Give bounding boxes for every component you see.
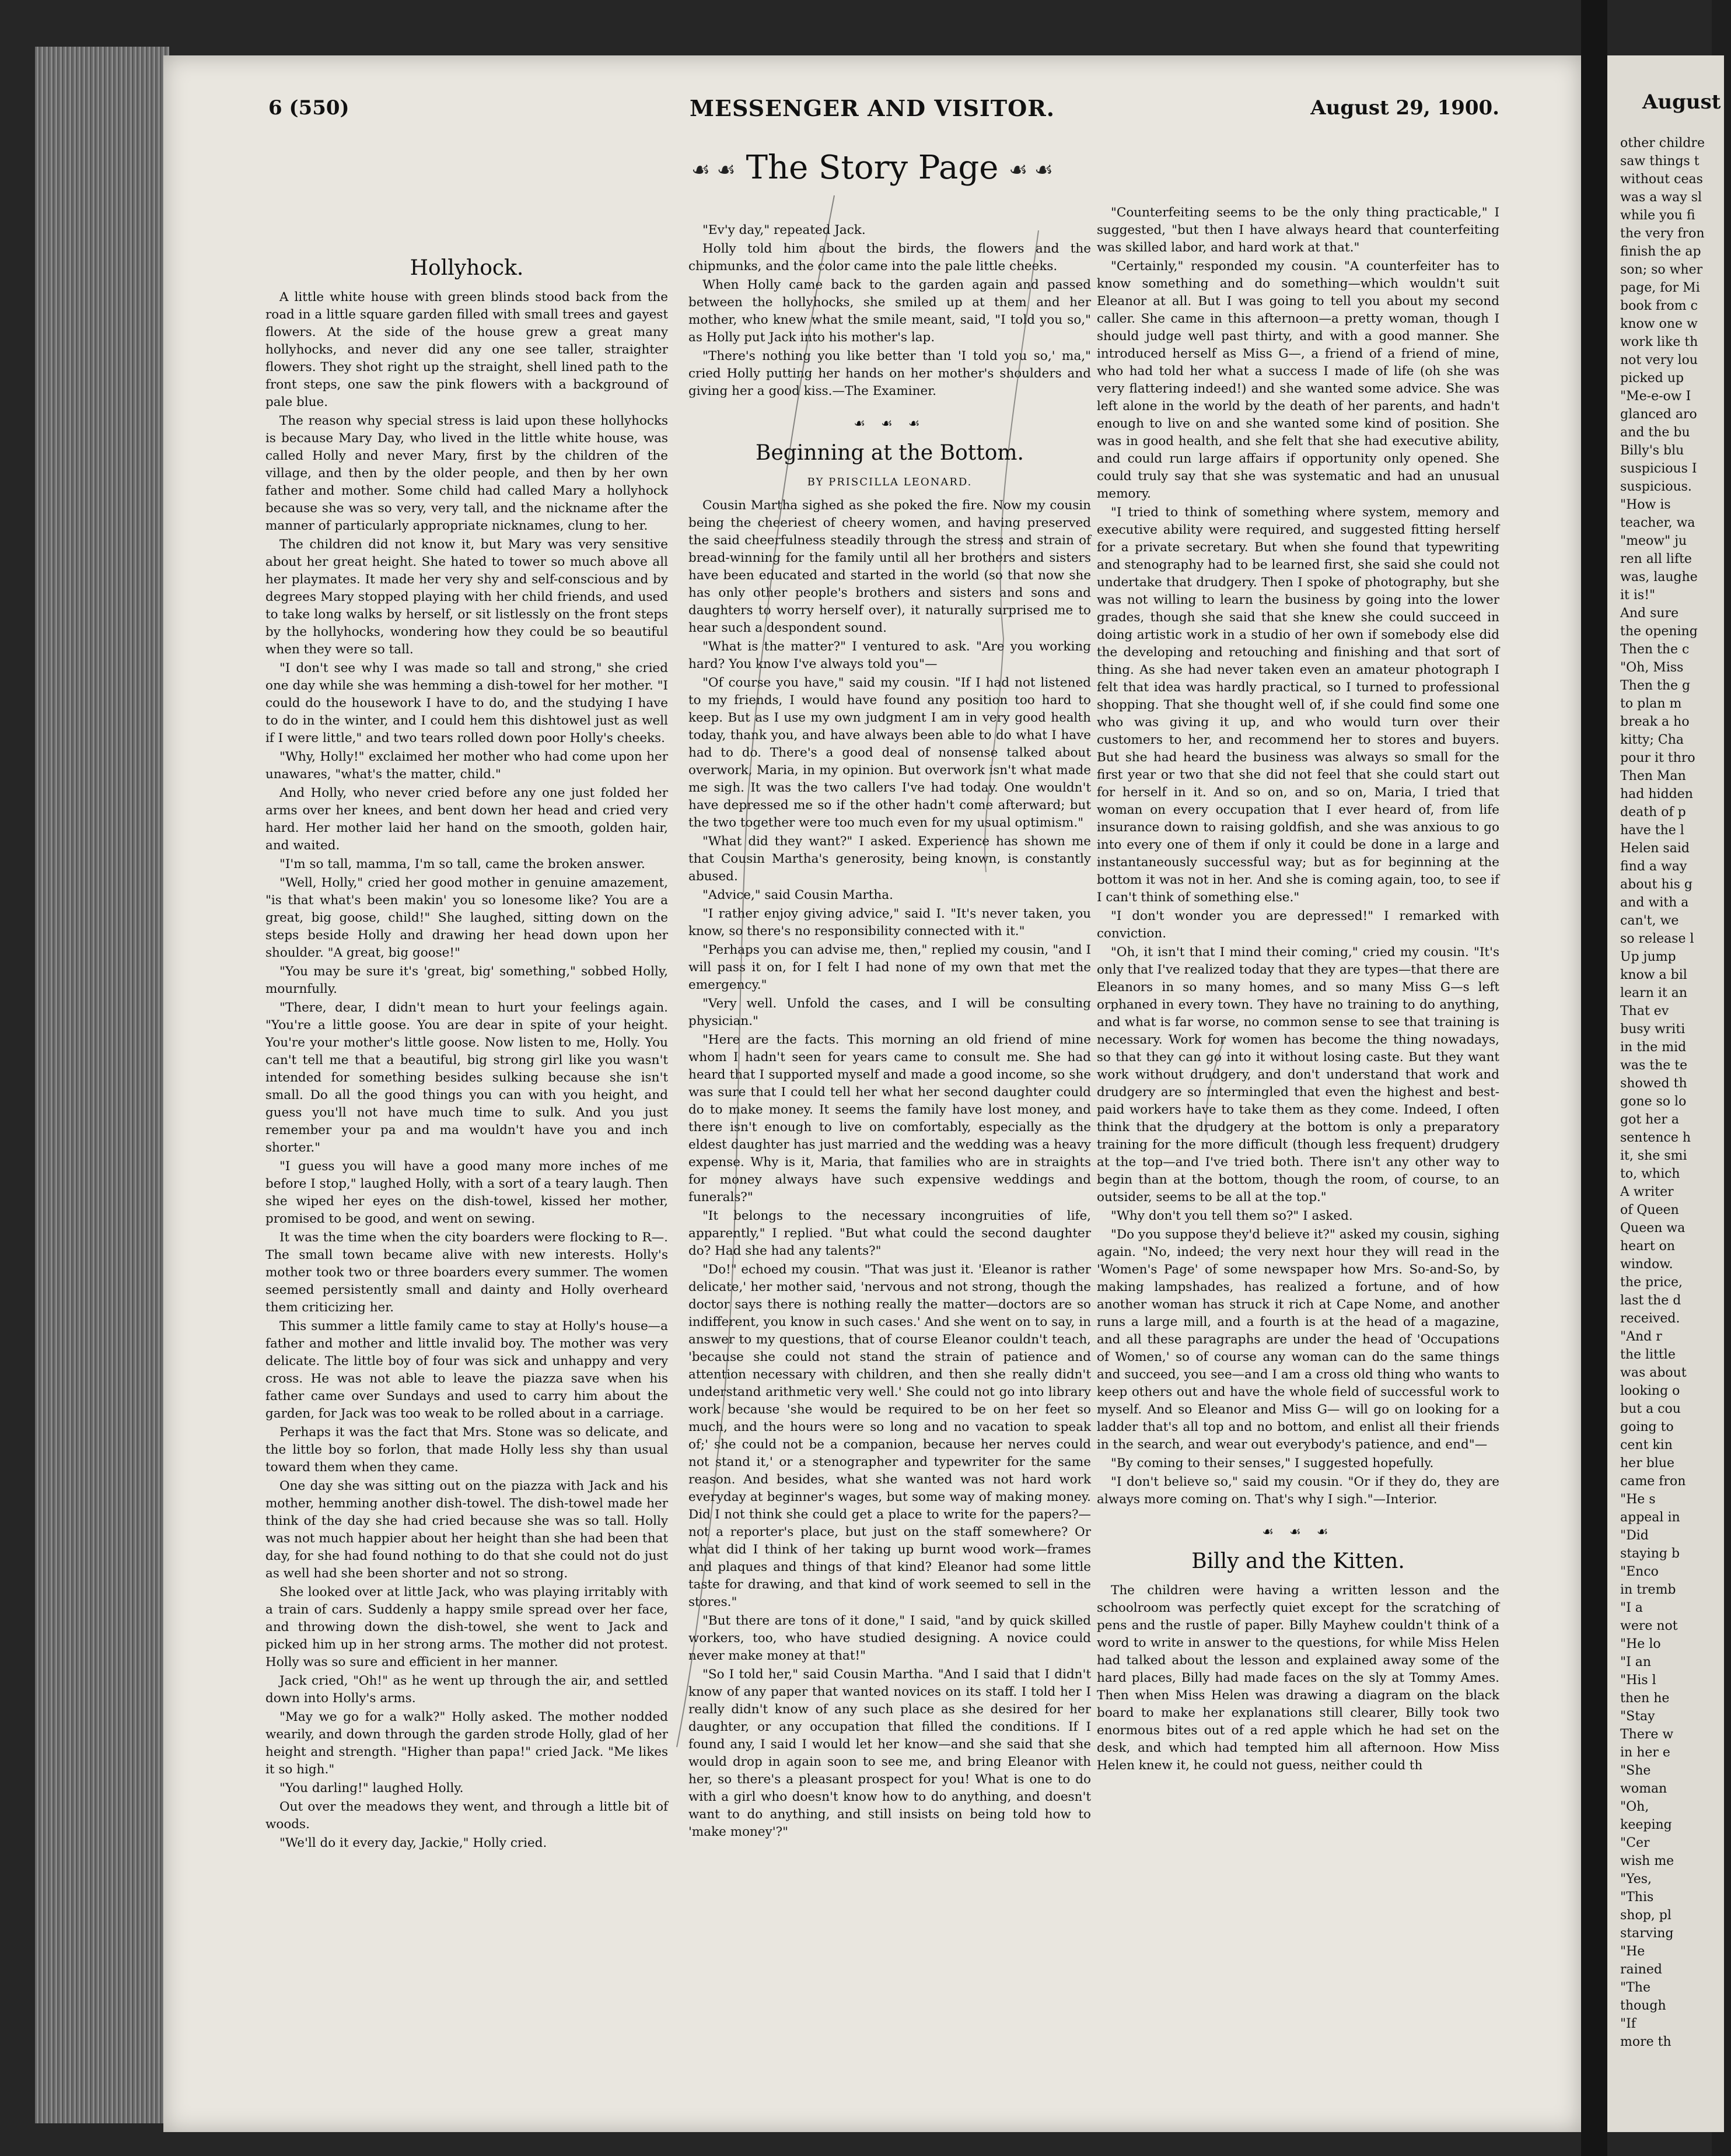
text-line: but a cou: [1620, 1402, 1681, 1416]
paragraph: Holly told him about the birds, the flowers and the chipmunks, and the color came into the pale little cheeks.: [688, 242, 1091, 274]
paragraph: The children did not know it, but Mary was very sensitive about her great height. She hated to tower so much above all her playmates. It made her very shy and self-conscious and by degrees Mary stopped playing with her child friends, and used to take long walks by herself, or sit listlessly on the front steps by the hollyhocks, wondering how they could be so beautiful when they were so tall.: [265, 537, 668, 657]
text-line: heart on: [1620, 1239, 1676, 1254]
paragraph: "Perhaps you can advise me, then," replied my cousin, "and I will pass it on, for I felt I had none of my own that met the emergency.": [688, 943, 1091, 992]
text-line: window.: [1620, 1257, 1673, 1272]
paragraph: "It belongs to the necessary incongruities of life, apparently," I replied. "But what could the second daughter do? Had she had any talents?": [688, 1209, 1091, 1258]
text-line: "He lo: [1620, 1637, 1661, 1651]
text-line: There w: [1620, 1727, 1674, 1742]
text-line: then he: [1620, 1691, 1670, 1706]
paragraph: It was the time when the city boarders were flocking to R—. The small town became alive with new interests. Holly's mother took two or three boarders every summer. The women seemed persistently small and dainty and Holly overheard them criticizing her.: [265, 1230, 668, 1315]
paragraph: The reason why special stress is laid upon these hollyhocks is because Mary Day, who lived in the little white house, was called Holly and never Mary, first by the children of the village, and then by the older people, and then by her own father and mother. Some child had called Mary a hollyhock because she was so very, very tall, and the nickname after the manner of particularly appropriate nicknames, clung to her.: [265, 414, 668, 533]
paragraph: "Why don't you tell them so?" I asked.: [1111, 1209, 1353, 1223]
page-number: 6 (550): [268, 96, 349, 120]
page-gutter: [1581, 0, 1607, 2156]
text-line: "And r: [1620, 1329, 1662, 1344]
text-line: Queen wa: [1620, 1221, 1685, 1236]
text-line: know a bil: [1620, 968, 1687, 982]
text-line: "She: [1620, 1763, 1651, 1778]
paragraph: The children were having a written lesson and the schoolroom was perfectly quiet except for the scratching of pens and the rustle of paper. Billy Mayhew couldn't think of a word to write in answer to the questions, for while Miss Helen had talked about the lesson and explained away some of the hard places, Billy had made faces on the sly at Tommy Ames. Then when Miss Helen was drawing a diagram on the black board to make her explanations still clearer, Billy took two enormous bites out of a red apple which he had set on the desk, and which had tempted him all afternoon. How Miss Helen knew it, he could not guess, neither could th: [1097, 1583, 1499, 1773]
paragraph: "Oh, it isn't that I mind their coming," cried my cousin. "It's only that I've realized today that they are types—that there are Eleanors in so many homes, and so many Miss G—s left orphaned in every town. They have no training to do anything, and what is far worse, no common sense to see that training is necessary. Work for women has become the thing nowadays, so that they can go into it without losing caste. But they want work without drudgery, and don't understand that work and drudgery are so intermingled that even the highest and best-paid workers have to take them as they come. Indeed, I often think that the drudgery at the bottom is only a preparatory training for the more difficult (though less frequent) drudgery at the top—and I've tried both. There isn't any other way to begin than at the bottom, though the room, of course, to an outsider, seems to be all at the top.": [1097, 945, 1499, 1205]
text-line: last the d: [1620, 1293, 1681, 1308]
story-byline: BY PRISCILLA LEONARD.: [807, 476, 973, 488]
text-line: "Did: [1620, 1528, 1649, 1543]
text-line: Then the c: [1620, 642, 1690, 657]
text-line: and the bu: [1620, 425, 1690, 440]
paragraph: Perhaps it was the fact that Mrs. Stone was so delicate, and the little boy so forlon, that made Holly less shy than usual toward them when they came.: [265, 1425, 668, 1475]
paragraph: "You darling!" laughed Holly.: [279, 1781, 464, 1796]
text-line: "How is: [1620, 498, 1671, 512]
text-line: came fron: [1620, 1474, 1686, 1489]
text-line: picked up: [1620, 371, 1684, 386]
paragraph: And Holly, who never cried before any one just folded her arms over her knees, and bent down her head and cried very hard. Her mother laid her hand on the smooth, golden hair, and waited.: [265, 786, 668, 853]
section-separator: ☙ ☙ ☙: [854, 416, 926, 431]
text-line: page, for Mi: [1620, 281, 1700, 295]
text-line: book from c: [1620, 299, 1698, 313]
paragraph: "I guess you will have a good many more inches of me before I stop," laughed Holly, with a sort of a teary laugh. Then she wiped her eyes on the dish-towel, kissed her mother, promised to be good, and went on sewing.: [265, 1159, 668, 1226]
text-line: know one w: [1620, 317, 1698, 331]
text-line: got her a: [1620, 1112, 1679, 1127]
text-line: "The: [1620, 1980, 1650, 1995]
paragraph: "Counterfeiting seems to be the only thing practicable," I suggested, "but then I have always heard that counterfeiting was skilled labor, and hard work at that.": [1097, 205, 1499, 255]
leaf-ornament-icon: ☙ ☙: [691, 158, 736, 182]
text-line: woman: [1620, 1782, 1667, 1796]
text-line: "This: [1620, 1890, 1654, 1905]
text-line: son; so wher: [1620, 262, 1703, 277]
text-line: not very lou: [1620, 353, 1698, 368]
text-line: wish me: [1620, 1854, 1674, 1868]
section-separator: ☙ ☙ ☙: [1262, 1525, 1334, 1539]
newspaper-page: [163, 55, 1581, 2132]
text-line: kitty; Cha: [1620, 733, 1684, 747]
text-line: in tremb: [1620, 1583, 1676, 1597]
column-2: [688, 222, 1091, 1842]
text-line: "Me-e-ow I: [1620, 389, 1691, 404]
text-line: "If: [1620, 2017, 1636, 2031]
paragraph: "Here are the facts. This morning an old friend of mine whom I hadn't seen for years came to consult me. She had heard that I supported myself and made a good income, so she was sure that I could tell her what her second daughter could do to make money. It seems the family have lost money, and there isn't enough to live on comfortably, especially as the eldest daughter has just married and the wedding was a heavy expense. Why is it, Maria, that families who are in straights for money always have such expensive weddings and funerals?": [688, 1032, 1091, 1205]
text-line: Then the g: [1620, 678, 1691, 693]
adjacent-page-edge: [1607, 55, 1724, 2132]
paragraph: She looked over at little Jack, who was playing irritably with a train of cars. Suddenly a happy smile spread over her face, and throwing down the dish-towel, she went to Jack and picked him up in her strong arms. The mother did not protest. Holly was so sure and efficient in her manner.: [265, 1585, 668, 1670]
paragraph: "But there are tons of it done," I said, "and by quick skilled workers, too, who have studied designing. A novice could never make money at that!": [688, 1614, 1091, 1663]
text-line: teacher, wa: [1620, 516, 1695, 530]
text-line: the little: [1620, 1348, 1676, 1362]
story-body-beginning: [688, 497, 1091, 1841]
text-line: ren all lifte: [1620, 552, 1692, 566]
text-line: showed th: [1620, 1076, 1687, 1091]
text-line: "His l: [1620, 1673, 1656, 1688]
text-line: suspicious I: [1620, 461, 1697, 476]
text-line: keeping: [1620, 1818, 1672, 1832]
text-line: "Oh,: [1620, 1800, 1649, 1814]
text-line: have the l: [1620, 823, 1684, 838]
story-title-billy: Billy and the Kitten.: [1191, 1549, 1405, 1573]
page-header: [163, 90, 1581, 137]
column-1: [265, 248, 668, 1853]
text-line: was a way sl: [1620, 190, 1702, 205]
paragraph: "You may be sure it's 'great, big' something," sobbed Holly, mournfully.: [265, 964, 668, 996]
text-line: of Queen: [1620, 1203, 1679, 1217]
story-title-beginning: Beginning at the Bottom.: [756, 441, 1024, 465]
text-line: "He: [1620, 1944, 1645, 1959]
text-line: "Cer: [1620, 1836, 1650, 1850]
section-title: [163, 149, 1581, 187]
text-line: death of p: [1620, 805, 1686, 820]
paragraph: "Very well. Unfold the cases, and I will be consulting physician.": [688, 996, 1091, 1028]
text-line: other childre: [1620, 136, 1705, 150]
text-line: shop, pl: [1620, 1908, 1671, 1923]
text-line: "Enco: [1620, 1564, 1659, 1579]
paragraph: When Holly came back to the garden again and passed between the hollyhocks, she smiled up at them and her mother, who knew what the smile meant, said, "I told you so," as Holly put Jack into his mother's lap.: [688, 278, 1091, 345]
paragraph: Out over the meadows they went, and through a little bit of woods.: [265, 1800, 668, 1832]
text-line: Helen said: [1620, 841, 1690, 856]
text-line: while you fi: [1620, 208, 1695, 223]
paragraph: "I don't see why I was made so tall and strong," she cried one day while she was hemming a dish-towel for her mother. "I could do the housework I have to do, and the studying I have to do in the winter, and I could hem this dishtowel just as well if I were little," and two tears rolled down poor Holly's cheeks.: [265, 661, 668, 746]
text-line: her blue: [1620, 1456, 1675, 1471]
column-3: [1097, 204, 1499, 1776]
text-line: looking o: [1620, 1384, 1680, 1398]
text-line: in her e: [1620, 1745, 1670, 1760]
paragraph: "Ev'y day," repeated Jack.: [702, 223, 866, 237]
section-title-text: The Story Page: [746, 149, 999, 187]
text-line: "meow" ju: [1620, 534, 1687, 548]
text-line: appeal in: [1620, 1510, 1680, 1525]
paragraph: "Certainly," responded my cousin. "A counterfeiter has to know something and do something—which wouldn't suit Eleanor at all. But I was going to tell you about my second caller. She came in this afternoon—a pretty woman, though I should judge well past thirty, and with a good manner. She introduced herself as Miss G—, a friend of a friend of mine, who had told her what a success I made of life (oh she was very flattering indeed!) and she wanted some advice. She was left alone in the world by the death of her parents, and hadn't enough to live on and she wanted some kind of position. She was in good health, and she felt that she had executive ability, and could run large affairs if opportunity only opened. She could truly say that she was systematic and had an unusual memory.: [1097, 259, 1499, 501]
paragraph: "Advice," said Cousin Martha.: [702, 888, 893, 902]
paragraph: This summer a little family came to stay at Holly's house—a father and mother and little invalid boy. The mother was very delicate. The little boy of four was sick and unhappy and very cross. He was not able to leave the piazza save when his father came over Sundays and used to carry him about the garden, for Jack was too weak to be rolled about in a carriage.: [265, 1319, 668, 1421]
paragraph: Cousin Martha sighed as she poked the fire. Now my cousin being the cheeriest of cheery women, and having preserved the said cheerfulness steadily through the stress and strain of bread-winning for the family until all her brothers and sisters have been educated and started in the world (so that now she has only other people's brothers and sisters and sons and daughters to worry herself over), it naturally surprised me to hear such a despondent sound.: [688, 498, 1091, 635]
text-line: "I an: [1620, 1655, 1652, 1670]
paragraph: One day she was sitting out on the piazza with Jack and his mother, hemming another dish-towel. The dish-towel made her think of the day she had cried because she was so tall. Holly was not much happier about her height than she had been that day, for she had found nothing to do that she could not do just as well had she been shorter and not so strong.: [265, 1479, 668, 1581]
text-line: was the te: [1620, 1058, 1688, 1073]
text-line: though: [1620, 1999, 1666, 2013]
text-line: in the mid: [1620, 1040, 1687, 1055]
text-line: learn it an: [1620, 986, 1688, 1000]
text-line: can't, we: [1620, 914, 1679, 928]
text-line: suspicious.: [1620, 480, 1692, 494]
text-line: busy writi: [1620, 1022, 1685, 1037]
text-line: Up jump: [1620, 950, 1676, 964]
text-line: work like th: [1620, 335, 1698, 349]
text-line: And sure: [1620, 606, 1679, 621]
paragraph: "I rather enjoy giving advice," said I. "It's never taken, you know, so there's no responsibility connected with it.": [688, 907, 1091, 939]
paragraph: "Do!" echoed my cousin. "That was just it. 'Eleanor is rather delicate,' her mother said, 'nervous and not strong, though the doctor says there is nothing really the matter—doctors are so indifferent, you know in such cases.' And she went on to say, in answer to my questions, that of course Eleanor couldn't teach, 'because she could not stand the strain of patience and attention necessary with children, and then she really didn't understand arithmetic very well.' She could not go into library work because 'she would be required to be on her feet so much, and the hours were so long and no vacation to speak of;' she could not be a companion, because her nerves could not stand it,' or a stenographer and typewriter for the same reason. And besides, what she wanted was not hard work everyday at beginner's wages, but some way of making money. Did I not think she could get a place to write for the papers?—not a reporter's place, but just on the staff somewhere? Or what did I think of her taking up burnt wood work—frames and plaques and things of that kind? Eleanor had some little taste for drawing, and that kind of work seemed to sell in the stores.": [688, 1262, 1091, 1609]
text-line: find a way: [1620, 859, 1687, 874]
text-line: more th: [1620, 2035, 1671, 2049]
paragraph: A little white house with green blinds stood back from the road in a little square garden filled with small trees and gayest flowers. At the side of the house grew a great many hollyhocks, and never did any one see taller, straighter flowers. They shot right up the straight, shell lined path to the front steps, one saw the pink flowers with a background of pale blue.: [265, 290, 668, 410]
paragraph: "By coming to their senses," I suggested hopefully.: [1111, 1456, 1434, 1471]
paragraph: "What is the matter?" I ventured to ask. "Are you working hard? You know I've always told you"—: [688, 639, 1091, 671]
text-line: A writer: [1620, 1185, 1674, 1199]
paragraph: "Of course you have," said my cousin. "If I had not listened to my friends, I would have found any position too hard to keep. But as I use my own judgment I am in very good health today, thank you, and have always been able to do what I have had to do. There's a good deal of nonsense talked about overwork, Maria, in my opinion. But overwork isn't what made me sigh. It was the two callers I've had today. One wouldn't have depressed me so if the other hadn't come afterward; but the two together were too much even for my usual optimism.": [688, 676, 1091, 830]
text-line: to plan m: [1620, 696, 1682, 711]
text-line: it, she smi: [1620, 1149, 1687, 1163]
masthead: MESSENGER AND VISITOR.: [689, 95, 1055, 121]
paragraph: "So I told her," said Cousin Martha. "And I said that I didn't know of any paper that wanted novices on its staff. I told her I really didn't know of any such place as she desired for her daughter, or any occupation that filled the conditions. If I found any, I said I would let her know—and she said that she would drop in again soon to see me, and bring Eleanor with her, so there's a pleasant prospect for you! What is one to do with a girl who doesn't know how to do anything, and doesn't want to do anything, and still insists on being told how to 'make money'?": [688, 1667, 1091, 1839]
text-line: Then Man: [1620, 769, 1686, 783]
text-line: was about: [1620, 1366, 1687, 1380]
text-line: "Oh, Miss: [1620, 660, 1684, 675]
text-line: starving: [1620, 1926, 1674, 1941]
text-line: was, laughe: [1620, 570, 1698, 584]
story-title-hollyhock: Hollyhock.: [410, 256, 524, 280]
adjacent-page-text: [1620, 134, 1731, 2051]
text-line: received.: [1620, 1311, 1680, 1326]
text-line: gone so lo: [1620, 1094, 1687, 1109]
paragraph: "I don't believe so," said my cousin. "Or if they do, they are always more coming on. That's why I sigh."—Interior.: [1097, 1475, 1499, 1507]
text-line: Billy's blu: [1620, 443, 1684, 458]
story-body-hollyhock: [265, 289, 668, 1852]
text-line: finish the ap: [1620, 244, 1701, 259]
text-line: "Stay: [1620, 1709, 1655, 1724]
text-line: without ceas: [1620, 172, 1703, 187]
story-body-billy: [1097, 1582, 1499, 1774]
story-body-beginning-continued: [1097, 204, 1499, 1508]
text-line: so release l: [1620, 932, 1694, 946]
text-line: "I a: [1620, 1601, 1643, 1615]
paragraph: "I tried to think of something where system, memory and executive ability were required, and suggested fitting herself for a private secretary. But when she found that typewriting and stenography had to be learned first, she said she could not undertake that drudgery. Then I spoke of photography, but she was not willing to learn the business by going into the lower grades, though she said that she knew she could succeed in doing artistic work in a studio of her own if somebody else did the developing and retouching and finishing and that sort of thing. As she had never taken even an amateur photograph I felt that idea was hardly practical, so I turned to professional shopping. That she thought well of, if she could find some one who was giving it up, and who would turn over their customers to her, and recommend her to stores and buyers. But she had heard the business was always so small for the first year or two that she did not feel that she could start out for herself in it. And so on, and so on, Maria, I tried that woman on every occupation that I ever heard of, from life insurance down to raising goldfish, and she was anxious to go into every one of them if only it could be done in a large and instantaneously successful way; but as for beginning at the bottom it was not in her. And she is coming again, too, to see if I can't think of something else.": [1097, 505, 1499, 905]
paragraph: "Why, Holly!" exclaimed her mother who had come upon her unawares, "what's the matter, child.": [265, 750, 668, 782]
issue-date: August 29, 1900.: [1310, 96, 1499, 120]
paragraph: "May we go for a walk?" Holly asked. The mother nodded wearily, and down through the garden strode Holly, glad of her height and strength. "Higher than papa!" cried Jack. "Me likes it so high.": [265, 1710, 668, 1777]
text-line: staying b: [1620, 1546, 1680, 1561]
text-line: glanced aro: [1620, 407, 1697, 422]
text-line: were not: [1620, 1619, 1678, 1633]
text-line: pour it thro: [1620, 751, 1695, 765]
paragraph: Jack cried, "Oh!" as he went up through the air, and settled down into Holly's arms.: [265, 1674, 668, 1706]
text-line: the opening: [1620, 624, 1698, 639]
text-line: had hidden: [1620, 787, 1693, 802]
paragraph: "We'll do it every day, Jackie," Holly cried.: [279, 1836, 547, 1850]
text-line: it is!": [1620, 588, 1656, 603]
paragraph: "Well, Holly," cried her good mother in genuine amazement, "is that what's been makin' you so lonesome like? You are a great, big goose, child!" She laughed, sitting down on the steps beside Holly and drawing her head down upon her shoulder. "A great, big goose!": [265, 876, 668, 960]
text-line: to, which: [1620, 1167, 1680, 1181]
book-binding-edge: [35, 47, 169, 2123]
text-line: That ev: [1620, 1004, 1669, 1019]
text-line: saw things t: [1620, 154, 1699, 169]
text-line: "Yes,: [1620, 1872, 1652, 1887]
text-line: going to: [1620, 1420, 1674, 1434]
paragraph: "I'm so tall, mamma, I'm so tall, came the broken answer.: [279, 857, 645, 872]
paragraph: "What did they want?" I asked. Experience has shown me that Cousin Martha's generosity, being known, is constantly abused.: [688, 834, 1091, 884]
text-line: "He s: [1620, 1492, 1656, 1507]
text-line: about his g: [1620, 877, 1693, 892]
paragraph: "I don't wonder you are depressed!" I remarked with conviction.: [1097, 909, 1499, 941]
text-line: break a ho: [1620, 715, 1690, 729]
paragraph: "Do you suppose they'd believe it?" asked my cousin, sighing again. "No, indeed; the very next hour they will read in the 'Women's Page' of some newspaper how Mrs. So-and-So, by making lampshades, has realized a fortune, and of how another woman has struck it rich at Cape Nome, and another runs a large mill, and a fourth is at the head of a magazine, and all these paragraphs are under the head of 'Occupations of Women,' so of course any woman can do the same things and succeed, you see—and I am a cross old thing who wants to keep others out and have the whole field of successful work to myself. And so Eleanor and Miss G— will go on looking for a ladder that's all top and no bottom, and enlist all their friends in the search, and wear out everybody's patience, and end"—: [1097, 1227, 1499, 1452]
text-line: cent kin: [1620, 1438, 1673, 1452]
text-line: and with a: [1620, 895, 1689, 910]
text-line: rained: [1620, 1962, 1662, 1977]
adjacent-page-header: August: [1642, 90, 1721, 114]
text-line: the very fron: [1620, 226, 1705, 241]
text-line: sentence h: [1620, 1130, 1691, 1145]
story-body-hollyhock-continued: [688, 222, 1091, 400]
leaf-ornament-icon: ☙ ☙: [1009, 158, 1054, 182]
paragraph: "There, dear, I didn't mean to hurt your feelings again. "You're a little goose. You are dear in spite of your height. You're your mother's little goose. Now listen to me, Holly. You can't tell me that a beautiful, big strong girl like you wasn't intended for something besides sulking because she isn't small. Do all the good things you can with you height, and guess you'll not have much time to sulk. And you just remember your pa and ma wouldn't have you and inch shorter.": [265, 1000, 668, 1155]
text-line: the price,: [1620, 1275, 1683, 1290]
paragraph: "There's nothing you like better than 'I told you so,' ma," cried Holly putting her hands on her mother's shoulders and giving her a good kiss.—The Examiner.: [688, 349, 1091, 398]
